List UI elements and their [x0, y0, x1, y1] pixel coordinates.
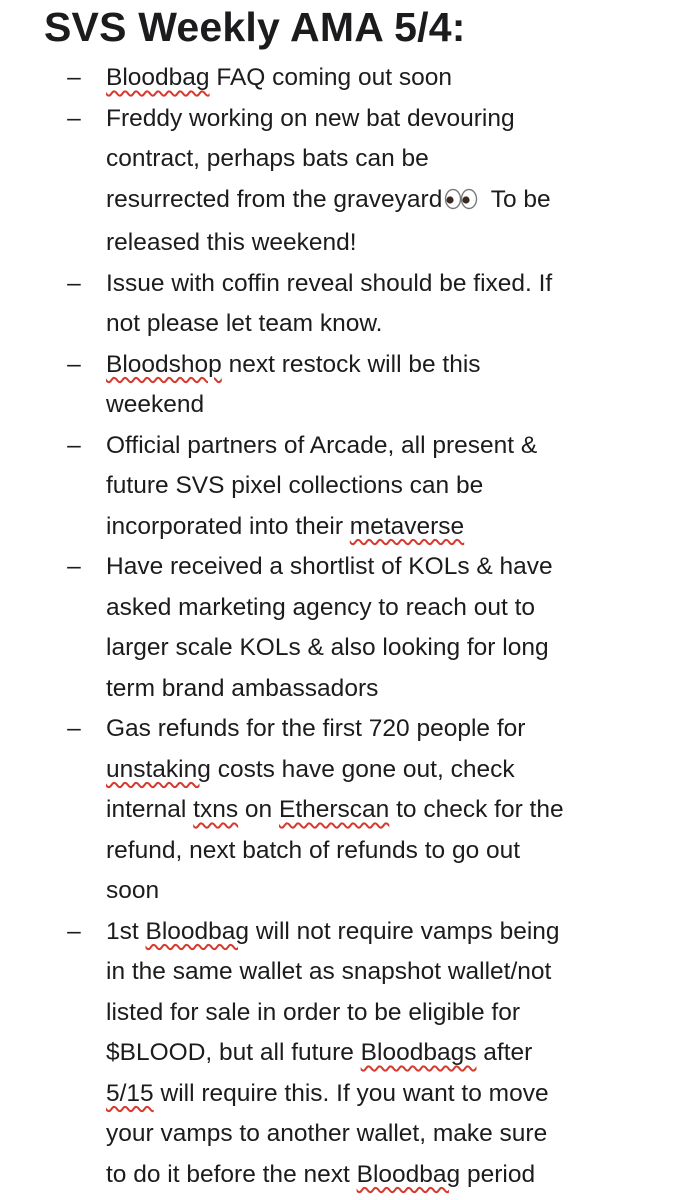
misspelled-word: unstaking: [106, 755, 211, 783]
text-line: [106, 1074, 682, 1115]
text-run: refund, next batch of refunds to go out: [106, 836, 521, 864]
text-line: [106, 588, 682, 629]
text-run: after: [476, 1039, 533, 1066]
text-line: [106, 750, 682, 791]
text-run: will not require vamps being: [249, 917, 560, 945]
text-line: [106, 99, 682, 140]
text-line: [106, 1114, 682, 1155]
text-line: [106, 831, 682, 872]
text-line: [106, 993, 682, 1034]
text-line: [106, 345, 682, 386]
text-run: larger scale KOLs & also looking for long: [106, 634, 549, 661]
eyes-emoji-icon: [444, 183, 478, 224]
text-run: will require this. If you want to move: [153, 1079, 549, 1107]
text-line: [106, 180, 682, 224]
text-run: $BLOOD, but all future: [106, 1039, 361, 1066]
bullet-dash: –: [67, 64, 81, 91]
text-run: FAQ coming out soon: [209, 64, 452, 91]
text-line: [106, 139, 682, 180]
list-item: [0, 345, 690, 426]
text-run: To be: [484, 185, 551, 213]
text-line: [106, 426, 682, 467]
misspelled-word: Bloodshop: [106, 350, 222, 378]
text-line: [106, 1155, 682, 1196]
text-run: period: [460, 1160, 536, 1188]
list-item: [0, 426, 690, 548]
text-run: released this weekend!: [106, 229, 357, 256]
text-run: listed for sale in order to be eligible for: [106, 998, 520, 1026]
bullet-dash: –: [67, 917, 81, 945]
text-run: in the same wallet as snapshot wallet/not: [106, 958, 552, 985]
text-run: 1st: [106, 917, 146, 945]
text-line: [106, 790, 682, 831]
text-run: to check for the: [389, 796, 564, 823]
list-item: [0, 99, 690, 264]
text-run: Issue with coffin reveal should be fixed. If: [106, 269, 553, 297]
misspelled-word: Bloodbag: [106, 64, 210, 91]
list-item: [0, 264, 690, 345]
text-run: Official partners of Arcade, all present &: [106, 431, 538, 459]
text-run: incorporated into their: [106, 512, 350, 540]
misspelled-word: Etherscan: [278, 796, 390, 823]
text-line: [106, 466, 682, 507]
bullet-dash: –: [67, 104, 81, 132]
text-line: [106, 304, 682, 345]
bullet-dash: –: [67, 553, 81, 580]
text-line: [106, 709, 682, 750]
text-line: [106, 264, 682, 305]
text-run: term brand ambassadors: [106, 674, 379, 702]
text-run: to do it before the next: [106, 1160, 357, 1188]
bullet-dash: –: [67, 431, 81, 459]
text-run: resurrected from the graveyard: [106, 185, 443, 213]
text-run: Gas refunds for the first 720 people for: [106, 715, 526, 742]
text-line: [106, 871, 682, 912]
text-run: on: [238, 796, 279, 823]
misspelled-word: 5/15: [106, 1079, 154, 1107]
misspelled-word: Bloodbags: [360, 1039, 477, 1066]
bullet-dash: –: [67, 350, 81, 378]
misspelled-word: metaverse: [349, 512, 465, 540]
misspelled-word: txns: [193, 796, 239, 823]
text-run: internal: [106, 796, 194, 823]
text-run: contract, perhaps bats can be: [106, 145, 429, 172]
text-run: not please let team know.: [106, 310, 383, 337]
bullet-dash: –: [67, 269, 81, 297]
page-title: SVS Weekly AMA 5/4:: [44, 4, 466, 50]
list-item: [0, 912, 690, 1196]
text-run: future SVS pixel collections can be: [106, 472, 484, 499]
list-item: [0, 547, 690, 709]
misspelled-word: Bloodbag: [356, 1160, 461, 1188]
text-line: [106, 628, 682, 669]
text-run: next restock will be this: [221, 350, 481, 378]
ama-notes-list: [0, 58, 690, 1195]
text-run: costs have gone out, check: [210, 755, 515, 783]
text-run: Freddy working on new bat devouring: [106, 104, 515, 132]
text-run: Have received a shortlist of KOLs & have: [106, 553, 553, 580]
misspelled-word: Bloodbag: [145, 917, 250, 945]
text-run: asked marketing agency to reach out to: [106, 593, 536, 621]
text-run: your vamps to another wallet, make sure: [106, 1120, 548, 1147]
list-item: [0, 709, 690, 912]
bullet-dash: –: [67, 715, 81, 742]
text-line: [106, 952, 682, 993]
text-line: [106, 385, 682, 426]
text-line: [106, 547, 682, 588]
text-line: [106, 58, 682, 99]
text-line: [106, 912, 682, 953]
list-item: [0, 58, 690, 99]
text-line: [106, 1033, 682, 1074]
text-line: [106, 223, 682, 264]
text-run: weekend: [106, 391, 205, 418]
text-line: [106, 669, 682, 710]
text-run: soon: [106, 877, 160, 904]
text-line: [106, 507, 682, 548]
